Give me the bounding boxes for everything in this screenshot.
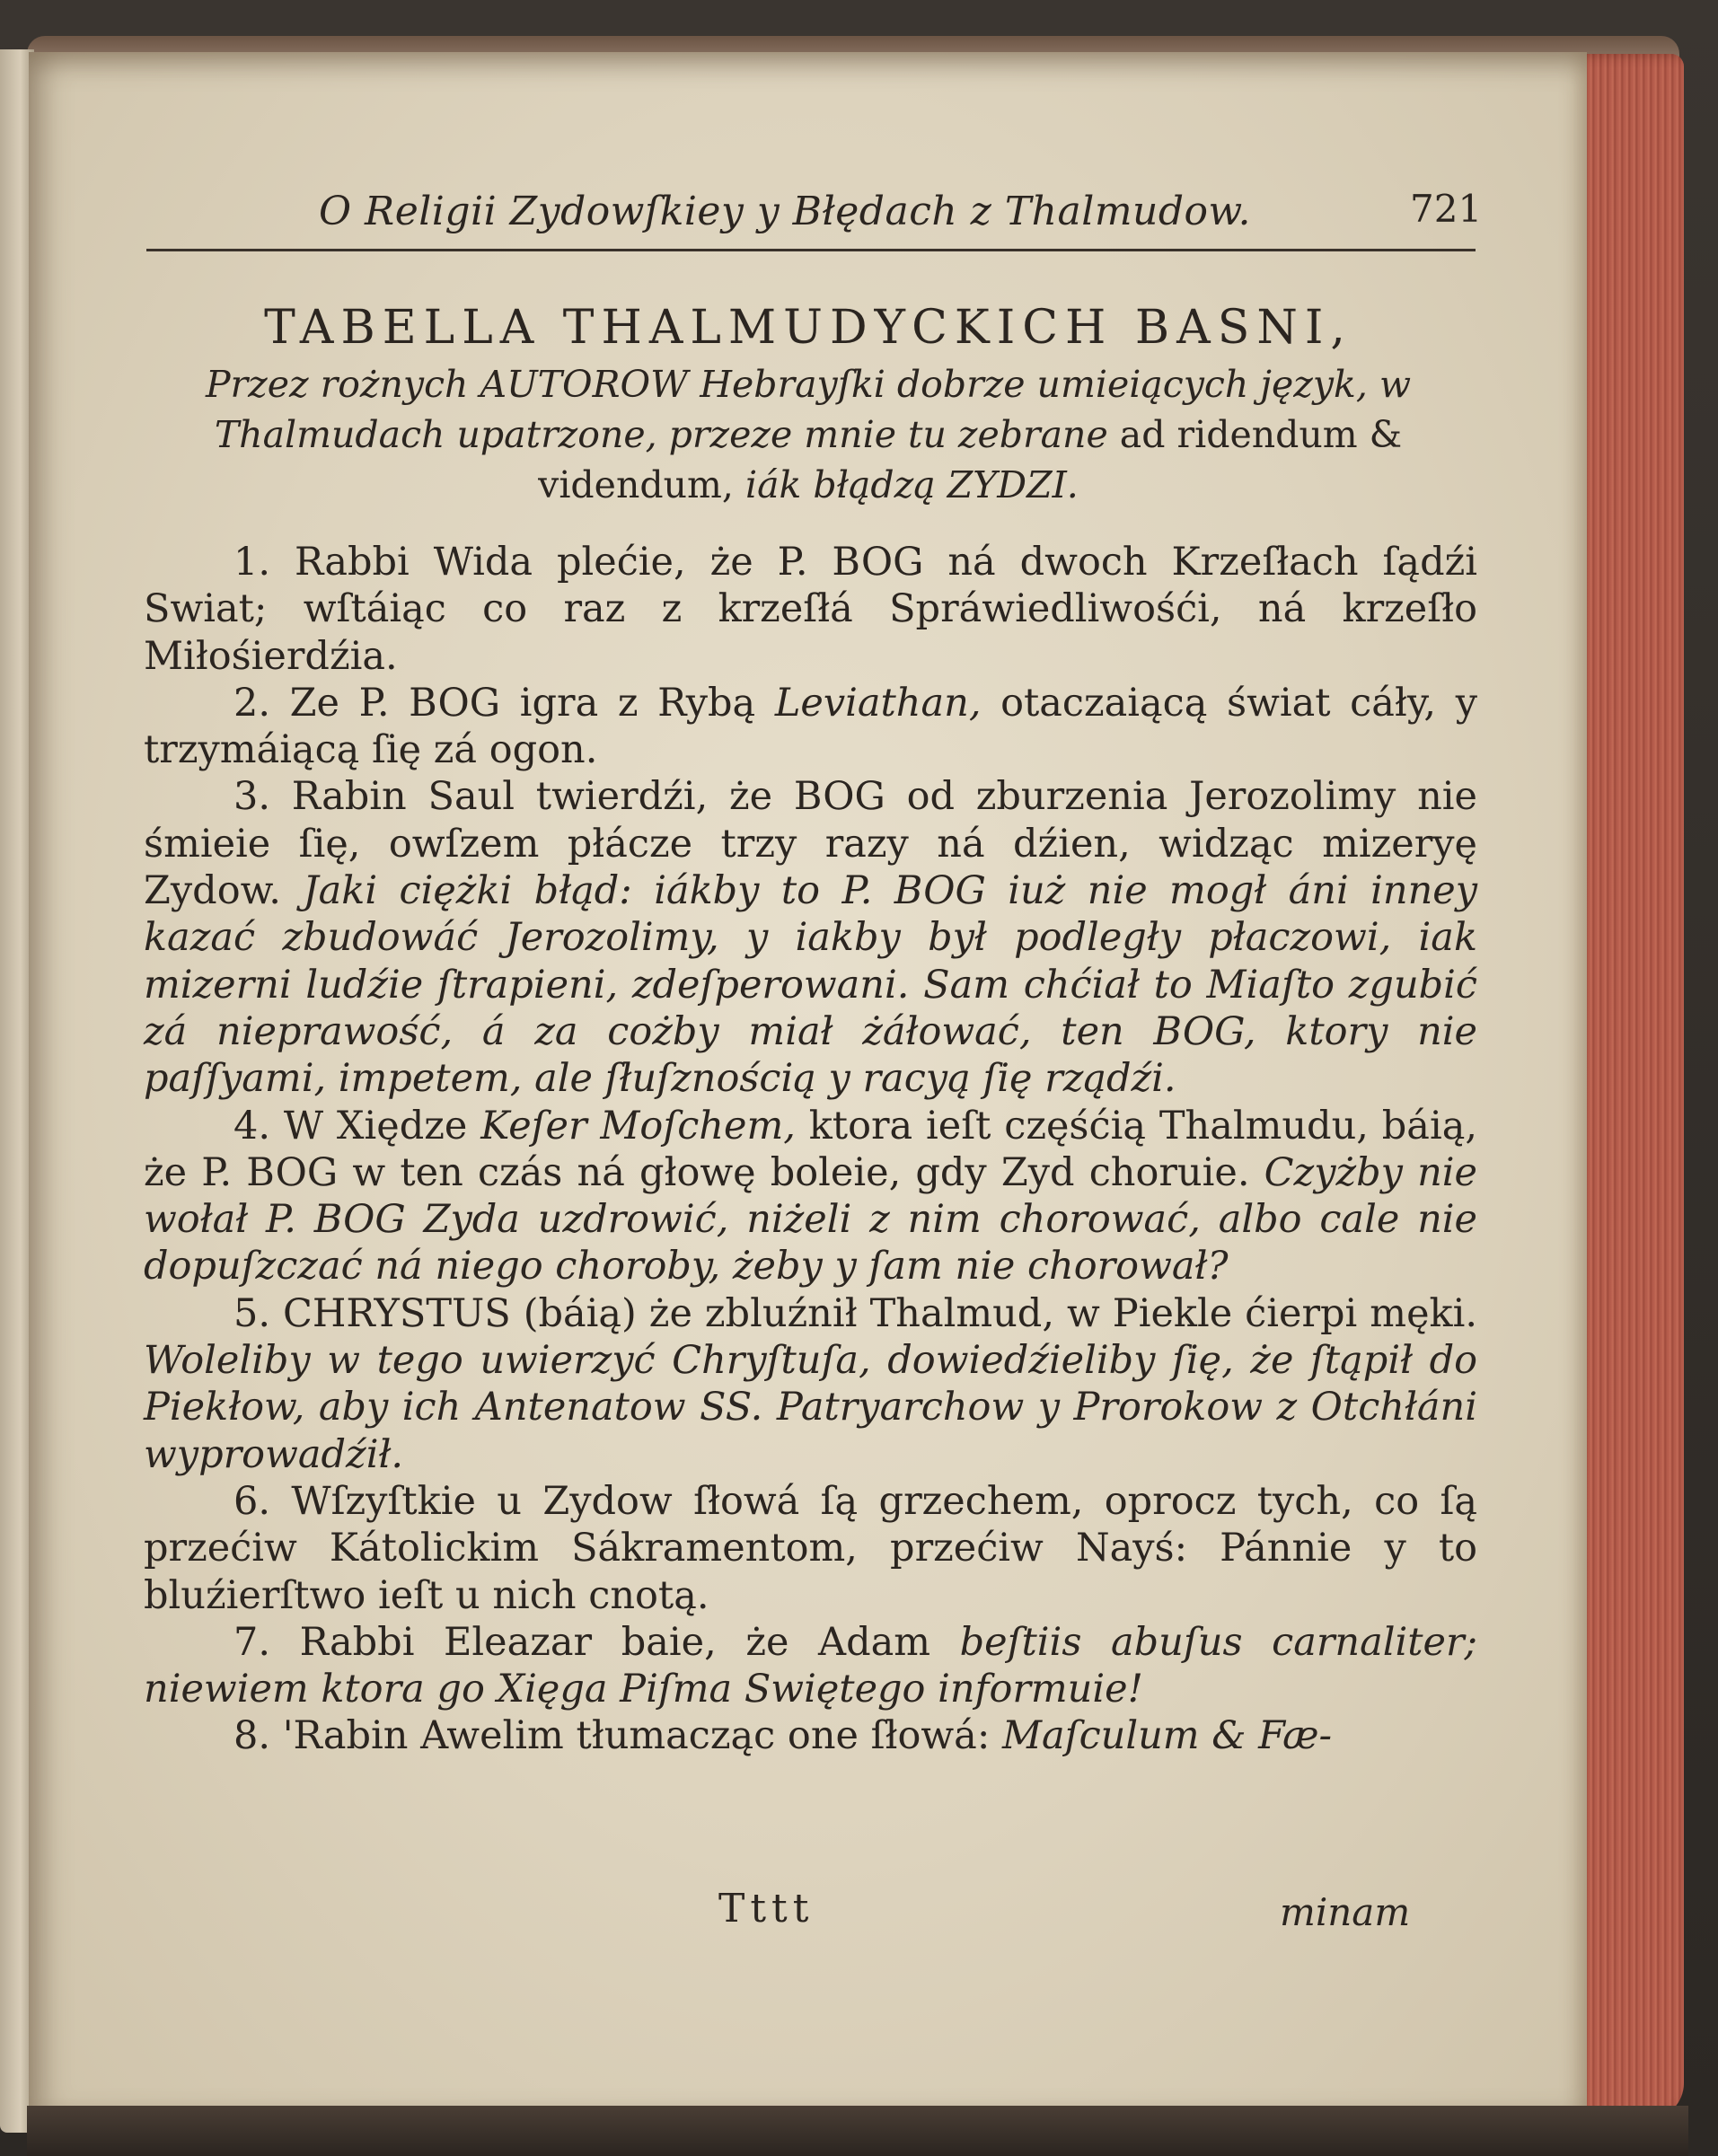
entry-5	[144, 1290, 1477, 1478]
entry-commentary: Maſculum & Fæ-	[1001, 1713, 1333, 1759]
title-subtitle	[144, 359, 1473, 510]
entry-text: 'Rabin Awelim tłumacząc one ſłowá:	[282, 1713, 1002, 1759]
entry-number: 3.	[233, 774, 271, 820]
page-number: 721	[1410, 187, 1483, 231]
entry-italic: Keſer Moſchem,	[480, 1103, 796, 1148]
entry-text: Rabin Saul twierdźi, że BOG od zburzenia Jerozolimy nie śmieie ſię, owſzem płácze trzy razy ná dźien, widząc mizeryę Zydow.	[144, 774, 1477, 914]
entry-commentary: beſtiis abuſus carnaliter; niewiem ktora go Xięga Piſma Swiętego informuie!	[144, 1619, 1477, 1712]
entry-text: Rabbi Eleazar baie, że Adam	[299, 1619, 960, 1665]
entry-7	[144, 1619, 1477, 1713]
entry-number: 8.	[233, 1713, 271, 1759]
entry-italic: Leviathan,	[774, 680, 982, 726]
entries-list	[144, 539, 1477, 1760]
entry-3	[144, 773, 1477, 1102]
running-title: O Religii Zydowſkiey y Błędach z Thalmudow.	[319, 189, 1251, 234]
entry-4	[144, 1103, 1477, 1290]
entry-6	[144, 1478, 1477, 1619]
subtitle-roman: ad ridendum & videndum,	[538, 413, 1403, 506]
entry-8	[144, 1712, 1477, 1759]
header-rule	[146, 249, 1476, 251]
entry-number: 6.	[233, 1478, 271, 1524]
entry-commentary: Czyżby nie wołał P. BOG Zyda uzdrowić, niżeli z nim chorować, albo cale nie dopuſzczać ná niego choroby, żeby y ſam nie chorował?	[144, 1149, 1477, 1289]
signature-mark: Tttt	[718, 1886, 815, 1932]
entry-text: W Xiędze	[283, 1103, 481, 1148]
entry-text: Rabbi Wida plećie, że P. BOG ná dwoch Krzeſłach ſądźi Swiat; wſtáiąc co raz z krzeſłá Spráwiedliwośći, ná krzeſło Miłośierdźia.	[144, 540, 1478, 679]
entry-text: CHRYSTUS (báią) że zbluźnił Thalmud, w Piekle ćierpi męki.	[283, 1290, 1477, 1336]
catchword: minam	[1280, 1890, 1411, 1934]
entry-number: 7.	[233, 1619, 271, 1665]
entry-2	[144, 680, 1477, 774]
entry-number: 2.	[233, 680, 271, 726]
subtitle-italic-2: iák błądzą ZYDZI.	[744, 463, 1079, 506]
entry-text-after: ktora ieſt częśćią Thalmudu, báią, że P. BOG w ten czás ná głowę boleie, gdy Zyd choruie.	[144, 1103, 1477, 1195]
bottom-shadow	[27, 2106, 1688, 2156]
entry-number: 1.	[233, 540, 271, 585]
entry-text: Wſzyſtkie u Zydow ſłowá ſą grzechem, oprocz tych, co ſą przećiw Kátolickim Sákramentom, przećiw Nayś: Pánnie y to bluźierſtwo ieſt u nich cnotą.	[144, 1478, 1477, 1618]
entry-number: 4.	[233, 1103, 271, 1148]
entry-text-after: otaczaiącą świat cáły, y trzymáiącą ſię zá ogon.	[144, 680, 1478, 773]
entry-1	[144, 539, 1477, 680]
entry-commentary: Woleliby w tego uwierzyć Chryſtuſa, dowiedźieliby ſię, że ſtąpił do Piekłow, aby ich Antenatow SS. Patryarchow y Prorokow z Otchłáni wyprowadźił.	[144, 1338, 1477, 1477]
entry-number: 5.	[233, 1290, 271, 1336]
table-title: TABELLA THALMUDYCKICH BASNI,	[264, 301, 1352, 355]
entry-commentary: Jaki ciężki błąd: iákby to P. BOG iuż nie mogł áni inney kazać zbudowáć Jerozolimy, y iakby był podległy płaczowi, iak mizerni ludźie ſtrapieni, zdeſperowani. Sam chćiał to Miaſto zgubić zá nieprawość, á za cożby miał żáłować, ten BOG, ktory nie paſſyami, impetem, ale ſłuſznością y racyą ſię rządźi.	[144, 868, 1478, 1102]
subtitle-italic-1: Przez rożnych AUTOROW Hebrayſki dobrze umieiących język, w Thalmudach upatrzone, przeze mnie tu zebrane	[205, 363, 1412, 456]
entry-text: Ze P. BOG igra z Rybą	[289, 680, 775, 726]
